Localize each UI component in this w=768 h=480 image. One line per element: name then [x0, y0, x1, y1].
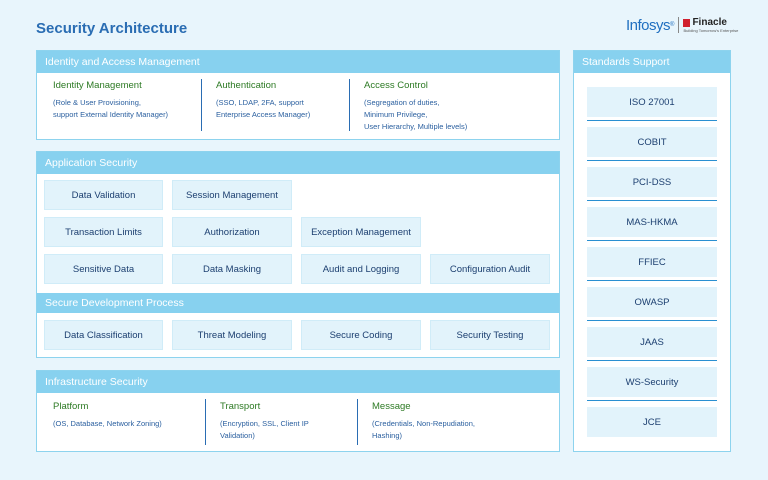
standard-cobit: COBIT [587, 127, 717, 157]
secure-development-process-header: Secure Development Process [37, 293, 559, 313]
infrastructure-security-header: Infrastructure Security [37, 371, 559, 393]
exception-management-box: Exception Management [301, 217, 421, 247]
column-divider [201, 79, 202, 131]
column-desc-line: (OS, Database, Network Zoning) [53, 419, 162, 428]
column-desc-line: (SSO, LDAP, 2FA, support [216, 98, 304, 107]
identity-management-column [53, 80, 168, 121]
standard-divider [587, 280, 717, 281]
standard-divider [587, 120, 717, 121]
column-desc-line: support External Identity Manager) [53, 110, 169, 119]
standard-mas-hkma: MAS-HKMA [587, 207, 717, 237]
column-title: Access Control [364, 80, 428, 91]
column-divider [357, 399, 358, 445]
configuration-audit-box: Configuration Audit [430, 254, 550, 284]
column-title: Transport [220, 401, 261, 412]
column-title: Message [372, 401, 411, 412]
standard-ws-security: WS-Security [587, 367, 717, 397]
logo-divider [678, 17, 679, 33]
standard-iso-27001: ISO 27001 [587, 87, 717, 117]
application-security-header: Application Security [37, 152, 559, 174]
standard-divider [587, 360, 717, 361]
audit-and-logging-box: Audit and Logging [301, 254, 421, 284]
column-title: Authentication [216, 80, 277, 91]
application-security-panel [36, 151, 560, 358]
column-title: Platform [53, 401, 89, 412]
column-desc-line: (Credentials, Non-Repudiation, [372, 419, 475, 428]
standard-jce: JCE [587, 407, 717, 437]
authentication-column [216, 80, 310, 121]
column-desc-line: Validation) [220, 431, 255, 440]
page-title: Security Architecture [36, 20, 188, 37]
iam-header: Identity and Access Management [37, 51, 559, 73]
standards-support-panel [573, 50, 731, 452]
access-control-column [364, 80, 467, 133]
message-column [372, 401, 475, 442]
standard-jaas: JAAS [587, 327, 717, 357]
logo-brand: Infosys [626, 16, 671, 34]
standard-divider [587, 160, 717, 161]
column-desc-line: Minimum Privilege, [364, 110, 428, 119]
standard-divider [587, 240, 717, 241]
standards-support-header: Standards Support [574, 51, 730, 73]
column-desc-line: User Hierarchy, Multiple levels) [364, 122, 468, 131]
column-divider [205, 399, 206, 445]
column-desc-line: (Segregation of duties, [364, 98, 440, 107]
standard-divider [587, 320, 717, 321]
column-desc-line: Hashing) [372, 431, 403, 440]
column-desc-line: (Role & User Provisioning, [53, 98, 141, 107]
data-validation-box: Data Validation [44, 180, 163, 210]
data-classification-box: Data Classification [44, 320, 163, 350]
transaction-limits-box: Transaction Limits [44, 217, 163, 247]
platform-column [53, 401, 162, 430]
transport-column [220, 401, 309, 442]
session-management-box: Session Management [172, 180, 292, 210]
finacle-logo [683, 18, 738, 33]
logo-trademark: ® [670, 22, 675, 28]
standard-divider [587, 200, 717, 201]
logo-product: Finacle [692, 16, 727, 28]
column-divider [349, 79, 350, 131]
standard-ffiec: FFIEC [587, 247, 717, 277]
infrastructure-security-panel [36, 370, 560, 452]
threat-modeling-box: Threat Modeling [172, 320, 292, 350]
standard-owasp: OWASP [587, 287, 717, 317]
column-desc-line: Enterprise Access Manager) [216, 110, 311, 119]
infosys-finacle-logo [626, 14, 738, 36]
standard-pci-dss: PCI-DSS [587, 167, 717, 197]
standard-divider [587, 400, 717, 401]
finacle-wordmark [683, 18, 738, 28]
security-testing-box: Security Testing [430, 320, 550, 350]
data-masking-box: Data Masking [172, 254, 292, 284]
secure-coding-box: Secure Coding [301, 320, 421, 350]
iam-panel [36, 50, 560, 140]
column-title: Identity Management [53, 80, 142, 91]
column-desc-line: (Encryption, SSL, Client IP [220, 419, 309, 428]
sensitive-data-box: Sensitive Data [44, 254, 163, 284]
finacle-mark-icon [683, 19, 690, 27]
logo-tagline: Building Tomorrow's Enterprise [683, 27, 739, 33]
authorization-box: Authorization [172, 217, 292, 247]
